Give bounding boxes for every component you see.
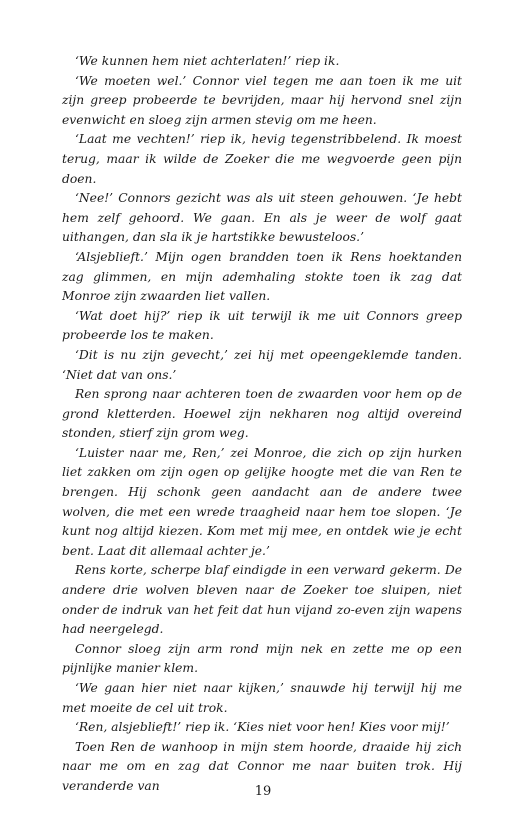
paragraph: ‘Ren, alsjeblieft!’ riep ik. ‘Kies niet voor hen! Kies voor mij!’ <box>75 720 450 735</box>
page-number: 19 <box>254 784 272 799</box>
paragraph: ‘Alsjeblieft.’ Mijn ogen brandden toen ik Rens hoektanden zag glimmen, en mijn ademhaling stokte toen ik zag dat Monroe zijn zwaarden liet vallen. <box>62 249 462 304</box>
paragraph: ‘Luister naar me, Ren,’ zei Monroe, die zich op zijn hurken liet zakken om zijn ogen op gelijke hoogte met die van Ren te brengen. Hij schonk geen aandacht aan de andere twee wolven, die met een wrede traagheid naar hem toe slopen. ‘Je kunt nog altijd kiezen. Kom met mij mee, en ontdek wie je echt bent. Laat dit allemaal achter je.’ <box>62 445 462 558</box>
paragraph: Toen Ren de wanhoop in mijn stem hoorde, draaide hij zich naar me om en zag dat Connor me naar buiten trok. Hij veranderde van <box>62 739 462 793</box>
paragraph: Rens korte, scherpe blaf eindigde in een verward gekerm. De andere drie wolven bleven naar de Zoeker toe sluipen, niet onder de indruk van het feit dat hun vijand zo-even zijn wapens had neergelegd. <box>62 563 462 637</box>
paragraph: ‘Nee!’ Connors gezicht was als uit steen gehouwen. ‘Je hebt hem zelf gehoord. We gaan. En als je weer de wolf gaat uithangen, dan sla ik je hartstikke bewusteloos.’ <box>62 191 462 245</box>
paragraph: ‘We kunnen hem niet achterlaten!’ riep ik. <box>75 54 340 68</box>
paragraph: ‘Laat me vechten!’ riep ik, hevig tegenstribbelend. Ik moest terug, maar ik wilde de Zoeker die me wegvoerde geen pijn doen. <box>62 132 462 186</box>
body-text <box>62 52 462 797</box>
paragraph: ‘We moeten wel.’ Connor viel tegen me aan toen ik me uit zijn greep probeerde te bevrijden, maar hij hervond snel zijn evenwicht en sloeg zijn armen stevig om me heen. <box>62 73 462 127</box>
paragraph: ‘We gaan hier niet naar kijken,’ snauwde hij terwijl hij me met moeite de cel uit trok. <box>62 681 462 715</box>
paragraph: Connor sloeg zijn arm rond mijn nek en zette me op een pijnlijke manier klem. <box>62 641 462 676</box>
paragraph: ‘Dit is nu zijn gevecht,’ zei hij met opeengeklemde tanden. ‘Niet dat van ons.’ <box>62 347 462 382</box>
paragraph: ‘Wat doet hij?’ riep ik uit terwijl ik me uit Connors greep probeerde los te maken. <box>62 308 462 343</box>
paragraph: Ren sprong naar achteren toen de zwaarden voor hem op de grond kletterden. Hoewel zijn nekharen nog altijd overeind stonden, stierf zijn grom weg. <box>62 387 462 441</box>
